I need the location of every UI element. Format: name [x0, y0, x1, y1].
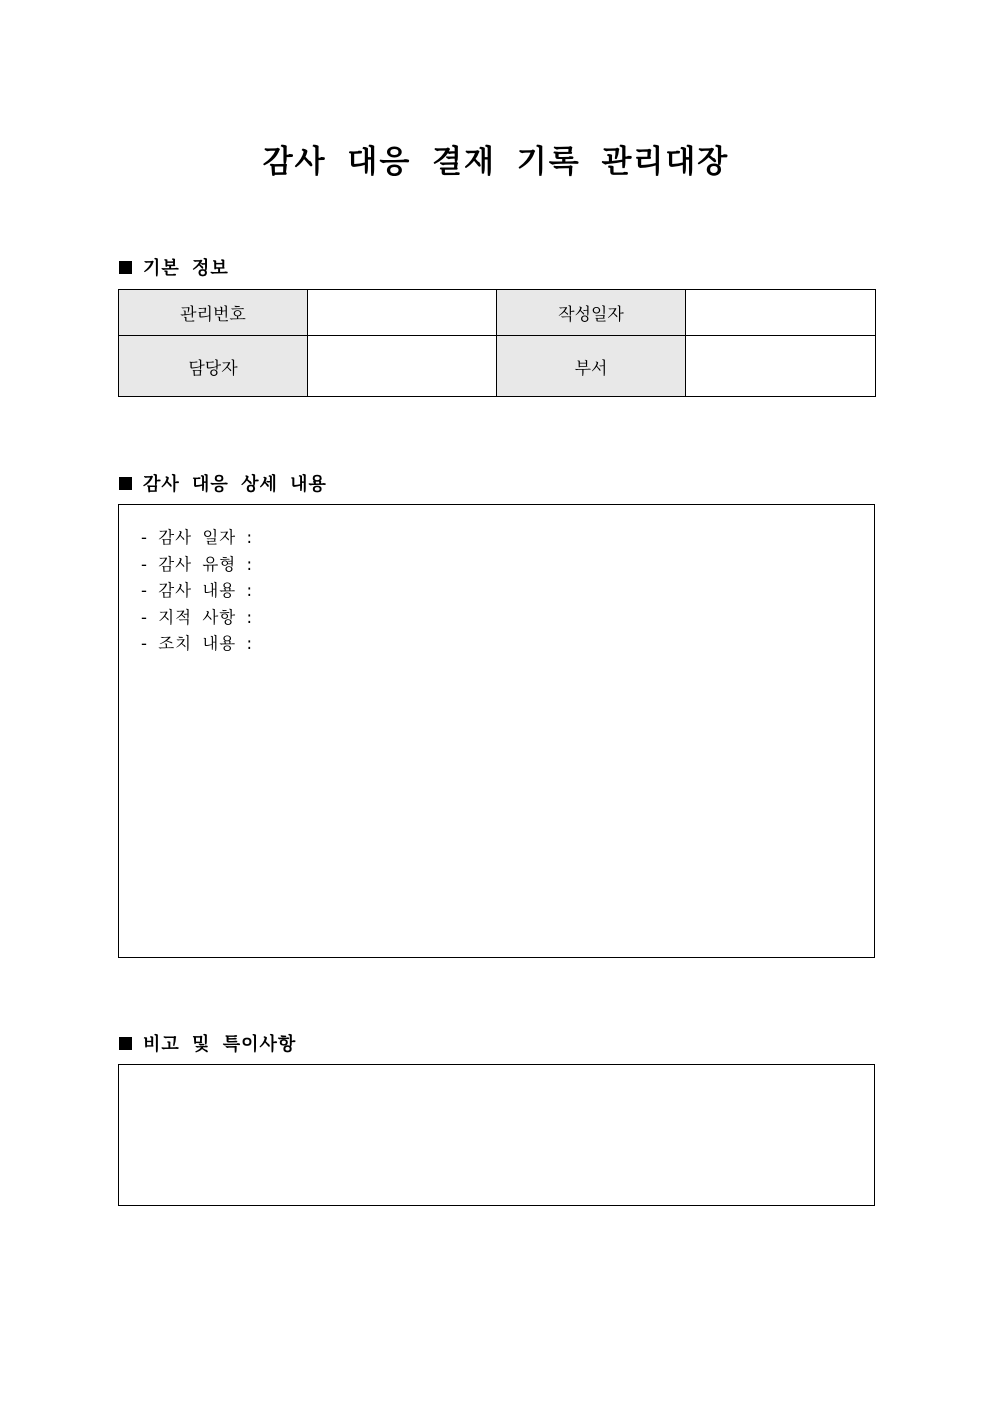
list-item-audit-date: - 감사 일자 :: [141, 528, 254, 547]
field-person-in-charge[interactable]: [308, 336, 497, 397]
basic-info-table: [118, 289, 876, 397]
section-heading-label: 비고 및 특이사항: [143, 1034, 297, 1055]
table-row: [119, 336, 876, 397]
field-department[interactable]: [686, 336, 876, 397]
list-item-audit-type: - 감사 유형 :: [141, 554, 254, 574]
audit-details-box[interactable]: [118, 504, 875, 958]
list-item-findings: - 지적 사항 :: [141, 607, 254, 627]
document-title: 감사 대응 결재 기록 관리대장: [262, 144, 730, 180]
audit-details-list: [141, 525, 253, 658]
section-heading-audit-details: [119, 470, 327, 496]
section-heading-label: 감사 대응 상세 내용: [143, 474, 327, 495]
square-bullet-icon: [119, 261, 132, 274]
section-heading-remarks: [119, 1030, 296, 1056]
field-date-written[interactable]: [686, 290, 876, 336]
field-management-number[interactable]: [308, 290, 497, 336]
label-department: 부서: [497, 336, 686, 397]
square-bullet-icon: [119, 1037, 132, 1050]
list-item-actions: - 조치 내용 :: [141, 634, 254, 654]
label-date-written: 작성일자: [497, 290, 686, 336]
table-row: [119, 290, 876, 336]
section-heading-label: 기본 정보: [143, 258, 229, 279]
list-item-audit-content: - 감사 내용 :: [141, 581, 254, 601]
label-person-in-charge: 담당자: [119, 336, 308, 397]
label-management-number: 관리번호: [119, 290, 308, 336]
section-heading-basic-info: [119, 254, 229, 280]
remarks-box[interactable]: [118, 1064, 875, 1206]
square-bullet-icon: [119, 477, 132, 490]
